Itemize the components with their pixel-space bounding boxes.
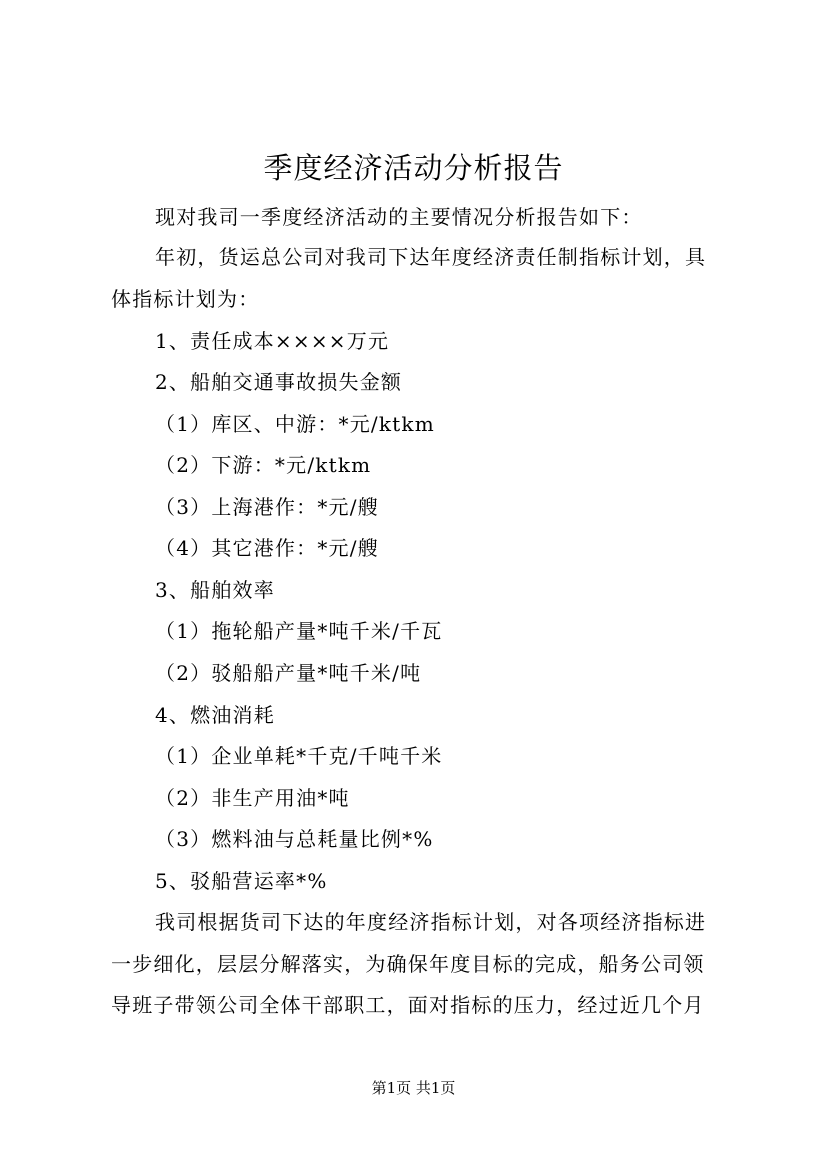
list-item-1: 1、责任成本××××万元: [155, 329, 390, 353]
list-subitem-2-3: （3）上海港作：*元/艘: [155, 495, 379, 519]
list-subitem-4-2: （2）非生产用油*吨: [155, 786, 350, 810]
document-title: 季度经济活动分析报告: [263, 151, 564, 185]
list-subitem-2-1: （1）库区、中游：*元/ktkm: [155, 412, 435, 436]
list-item-3: 3、船舶效率: [155, 578, 275, 602]
intro-paragraph: 现对我司一季度经济活动的主要情况分析报告如下：: [155, 205, 643, 229]
list-subitem-2-4: （4）其它港作：*元/艘: [155, 536, 379, 560]
list-subitem-4-1: （1）企业单耗*千克/千吨千米: [155, 744, 443, 768]
paragraph-1-line-2: 体指标计划为：: [111, 287, 260, 311]
paragraph-1-line-1: 年初，货运总公司对我司下达年度经济责任制指标计划，具: [155, 245, 707, 269]
list-item-5: 5、驳船营运率*%: [155, 869, 328, 893]
list-item-2: 2、船舶交通事故损失金额: [155, 370, 403, 394]
list-subitem-3-2: （2）驳船船产量*吨千米/吨: [155, 661, 422, 685]
list-item-4: 4、燃油消耗: [155, 703, 275, 727]
paragraph-2-line-1: 我司根据货司下达的年度经济指标计划，对各项经济指标进: [155, 910, 707, 934]
list-subitem-4-3: （3）燃料油与总耗量比例*%: [155, 827, 434, 851]
paragraph-2-line-2: 一步细化，层层分解落实，为确保年度目标的完成，船务公司领: [111, 952, 705, 976]
page-footer: 第1页 共1页: [371, 1079, 456, 1097]
paragraph-2-line-3: 导班子带领公司全体干部职工，面对指标的压力，经过近几个月: [111, 993, 705, 1017]
list-subitem-2-2: （2）下游：*元/ktkm: [155, 453, 372, 477]
list-subitem-3-1: （1）拖轮船产量*吨千米/千瓦: [155, 619, 443, 643]
